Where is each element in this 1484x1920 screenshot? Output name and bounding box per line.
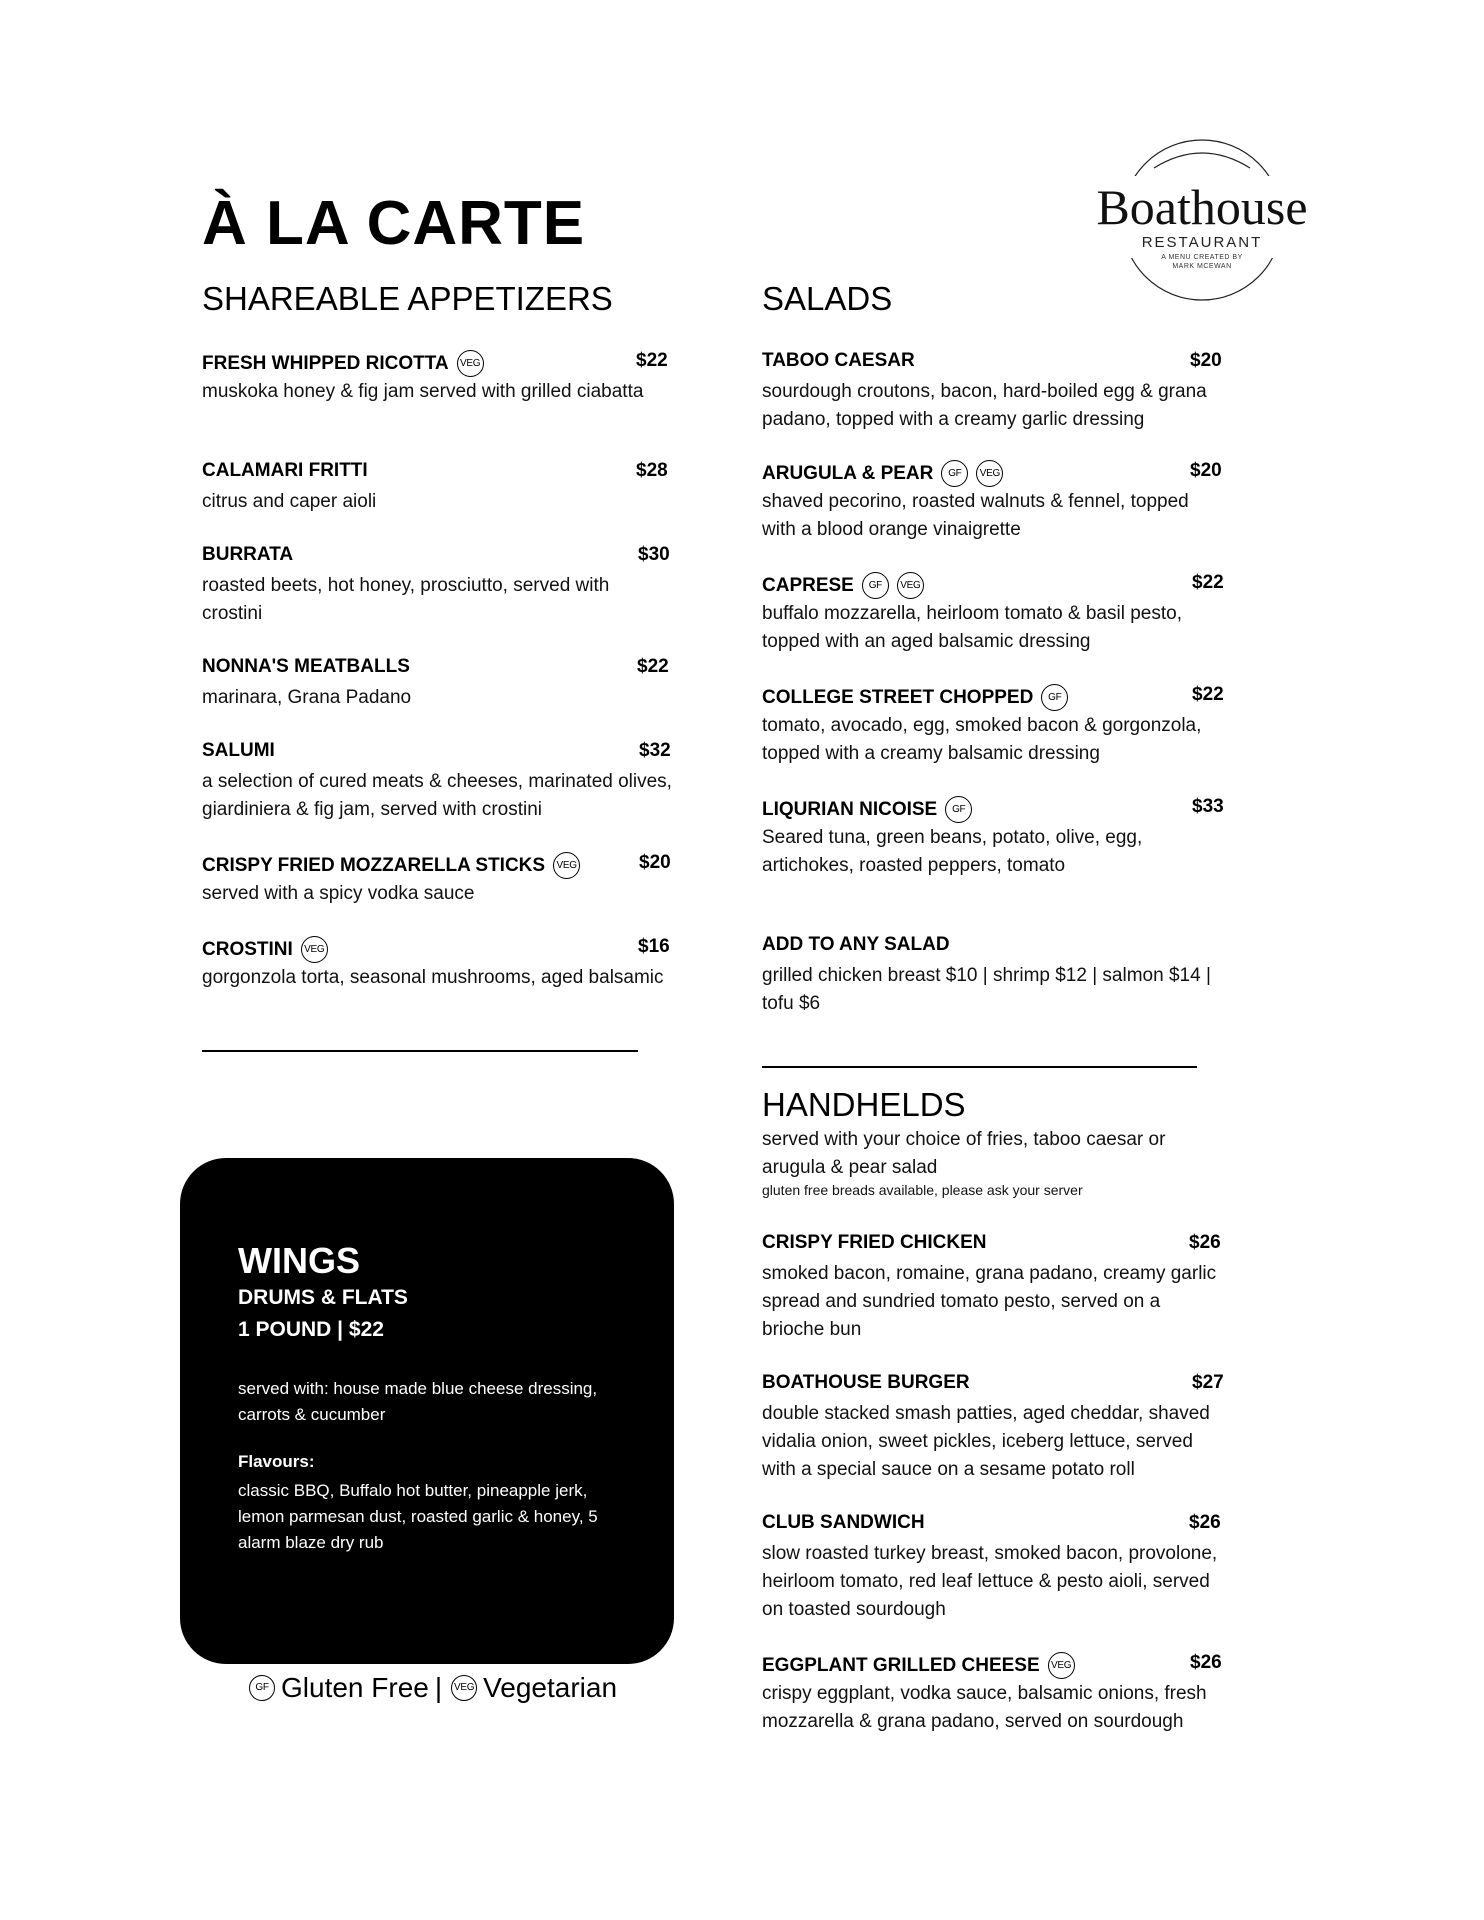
menu-item-name: [762, 1652, 1075, 1679]
veg-icon: VEG: [451, 1675, 477, 1701]
veg-icon: VEG: [976, 460, 1003, 487]
menu-item-description: buffalo mozzarella, heirloom tomato & basil pesto, topped with an aged balsamic dressing: [762, 603, 1182, 652]
salads-heading: SALADS: [762, 280, 893, 317]
gf-icon: GF: [1041, 684, 1068, 711]
menu-item-header: [202, 936, 672, 964]
wings-flavours-label: Flavours:: [238, 1452, 315, 1471]
menu-item-header: [762, 796, 1232, 824]
legend-veg-label: Vegetarian: [483, 1672, 618, 1703]
wings-flavours: classic BBQ, Buffalo hot butter, pineapple jerk, lemon parmesan dust, roasted garlic & honey, 5 alarm blaze dry rub: [238, 1481, 598, 1552]
menu-item-name-text: COLLEGE STREET CHOPPED: [762, 686, 1034, 708]
logo-subtitle: RESTAURANT: [1141, 234, 1263, 251]
menu-item-price: $22: [636, 350, 668, 371]
menu-item: [762, 572, 1232, 656]
wings-served-with: served with: house made blue cheese dressing, carrots & cucumber: [238, 1379, 598, 1424]
dietary-legend: [246, 1672, 617, 1704]
menu-item-price: $26: [1190, 1652, 1222, 1673]
menu-item-name: [762, 1512, 925, 1534]
salad-addon: [762, 934, 1222, 1018]
menu-item: [762, 1372, 1232, 1484]
gf-icon: GF: [945, 796, 972, 823]
menu-item: [762, 1232, 1232, 1344]
addon-desc: grilled chicken breast $10 | shrimp $12 | salmon $14 | tofu $6: [762, 965, 1211, 1014]
menu-item-header: [762, 460, 1232, 488]
menu-item-price: $20: [1190, 350, 1222, 371]
menu-item-header: [202, 656, 672, 684]
menu-item: [762, 1512, 1232, 1624]
menu-item: [202, 460, 672, 516]
page-title: À LA CARTE: [202, 189, 586, 258]
menu-item: [202, 350, 672, 406]
gf-icon: GF: [249, 1675, 275, 1701]
menu-item-name: [202, 544, 293, 566]
menu-item-name-text: CROSTINI: [202, 938, 293, 960]
menu-item-name: [202, 936, 328, 963]
menu-item-price: $22: [637, 656, 669, 677]
menu-item-description: Seared tuna, green beans, potato, olive, egg, artichokes, roasted peppers, tomato: [762, 827, 1143, 876]
menu-item-header: [762, 1232, 1232, 1260]
menu-item-name-text: CLUB SANDWICH: [762, 1512, 925, 1533]
menu-item-name: [762, 572, 924, 599]
menu-item-header: [202, 460, 672, 488]
menu-item-name-text: NONNA'S MEATBALLS: [202, 656, 410, 677]
menu-item-header: [762, 350, 1232, 378]
salads-divider: [762, 1066, 1197, 1068]
boathouse-logo: [1092, 138, 1312, 310]
menu-item-name-text: CRISPY FRIED CHICKEN: [762, 1232, 987, 1253]
menu-item-name: [762, 1372, 970, 1394]
menu-item-name-text: CAPRESE: [762, 574, 854, 596]
menu-item-price: $16: [638, 936, 670, 957]
menu-item-name-text: EGGPLANT GRILLED CHEESE: [762, 1654, 1040, 1676]
menu-item: [202, 936, 672, 992]
menu-item-description: gorgonzola torta, seasonal mushrooms, aged balsamic: [202, 967, 664, 988]
menu-item-name-text: FRESH WHIPPED RICOTTA: [202, 352, 449, 374]
menu-item-name: [202, 852, 580, 879]
gf-icon: GF: [941, 460, 968, 487]
menu-item-price: $20: [1190, 460, 1222, 481]
veg-icon: VEG: [1048, 1652, 1075, 1679]
menu-item-header: [202, 740, 672, 768]
menu-item: [202, 656, 672, 712]
menu-item-name-text: BURRATA: [202, 544, 294, 565]
menu-item-header: [762, 1372, 1232, 1400]
appetizers-heading: SHAREABLE APPETIZERS: [202, 280, 613, 317]
menu-item-price: $20: [639, 852, 671, 873]
menu-item: [762, 796, 1232, 880]
menu-item-description: slow roasted turkey breast, smoked bacon, provolone, heirloom tomato, red leaf lettuce & pesto aioli, served on toasted sourdough: [762, 1543, 1218, 1620]
menu-item-name: [762, 684, 1068, 711]
menu-item-description: tomato, avocado, egg, smoked bacon & gorgonzola, topped with a creamy balsamic dressing: [762, 715, 1202, 764]
menu-item-price: $33: [1192, 796, 1224, 817]
menu-item-price: $27: [1192, 1372, 1224, 1393]
veg-icon: VEG: [301, 936, 328, 963]
menu-item-name-text: ARUGULA & PEAR: [762, 462, 934, 484]
menu-item-header: [202, 852, 672, 880]
logo-credit: A MENU CREATED BY MARK MCEWAN: [1161, 254, 1243, 270]
menu-item-description: crispy eggplant, vodka sauce, balsamic onions, fresh mozzarella & grana padano, served on sourdough: [762, 1683, 1207, 1732]
menu-item: [202, 852, 672, 908]
menu-item-description: roasted beets, hot honey, prosciutto, served with crostini: [202, 575, 610, 624]
menu-item: [762, 350, 1232, 434]
menu-item-name-text: BOATHOUSE BURGER: [762, 1372, 970, 1393]
menu-item: [762, 1652, 1232, 1736]
menu-item-description: smoked bacon, romaine, grana padano, creamy garlic spread and sundried tomato pesto, served on a brioche bun: [762, 1263, 1217, 1340]
menu-item-name-text: TABOO CAESAR: [762, 350, 915, 371]
menu-item-name: [202, 740, 275, 762]
menu-item-name: [762, 350, 915, 372]
veg-icon: VEG: [553, 852, 580, 879]
menu-item-description: a selection of cured meats & cheeses, marinated olives, giardiniera & fig jam, served with crostini: [202, 771, 672, 820]
menu-item-description: served with a spicy vodka sauce: [202, 883, 475, 904]
handhelds-small-note: gluten free breads available, please ask your server: [762, 1182, 1083, 1198]
addon-title: ADD TO ANY SALAD: [762, 934, 950, 955]
menu-item-name: [762, 1232, 987, 1254]
handhelds-heading: HANDHELDS: [762, 1086, 966, 1123]
menu-item-description: sourdough croutons, bacon, hard-boiled egg & grana padano, topped with a creamy garlic dressing: [762, 381, 1207, 430]
menu-item-header: [202, 544, 672, 572]
gf-icon: GF: [862, 572, 889, 599]
menu-item-price: $28: [636, 460, 668, 481]
wings-title: WINGS: [238, 1240, 360, 1281]
menu-item-price: $32: [639, 740, 671, 761]
menu-item-header: [762, 684, 1232, 712]
menu-item-header: [762, 1652, 1232, 1680]
menu-item-price: $22: [1192, 684, 1224, 705]
appetizers-divider: [202, 1050, 638, 1052]
menu-item-description: muskoka honey & fig jam served with grilled ciabatta: [202, 381, 644, 402]
logo-name: Boathouse: [1096, 179, 1308, 235]
menu-item-name-text: CRISPY FRIED MOZZARELLA STICKS: [202, 854, 546, 876]
menu-item-description: shaved pecorino, roasted walnuts & fennel, topped with a blood orange vinaigrette: [762, 491, 1189, 540]
menu-item-name: [762, 460, 1003, 487]
menu-item-name: [762, 796, 972, 823]
veg-icon: VEG: [897, 572, 924, 599]
menu-item-description: marinara, Grana Padano: [202, 687, 412, 708]
menu-item-name: [202, 350, 484, 377]
legend-gf-label: Gluten Free: [281, 1672, 429, 1703]
wings-price: 1 POUND | $22: [238, 1318, 384, 1341]
menu-item-description: citrus and caper aioli: [202, 491, 377, 512]
menu-item-name-text: LIQURIAN NICOISE: [762, 798, 938, 820]
menu-item: [762, 684, 1232, 768]
menu-item: [762, 460, 1232, 544]
menu-item-price: $22: [1192, 572, 1224, 593]
menu-item-name-text: SALUMI: [202, 740, 275, 761]
menu-item-name-text: CALAMARI FRITTI: [202, 460, 368, 481]
menu-item-header: [762, 1512, 1232, 1540]
menu-item-price: $26: [1189, 1232, 1221, 1253]
legend-separator: |: [434, 1672, 443, 1703]
wings-box: [180, 1158, 674, 1664]
handhelds-note-block: [762, 1126, 1192, 1198]
menu-item-description: double stacked smash patties, aged cheddar, shaved vidalia onion, sweet pickles, iceberg lettuce, served with a special sauce on a sesame potato roll: [762, 1403, 1210, 1480]
menu-item: [202, 544, 672, 628]
handhelds-note: served with your choice of fries, taboo caesar or arugula & pear salad: [762, 1129, 1166, 1178]
wings-subtitle: DRUMS & FLATS: [238, 1286, 408, 1309]
menu-item: [202, 740, 672, 824]
menu-item-header: [762, 572, 1232, 600]
menu-item-name: [202, 656, 410, 678]
menu-item-price: $30: [638, 544, 670, 565]
menu-item-price: $26: [1189, 1512, 1221, 1533]
menu-item-name: [202, 460, 368, 482]
menu-item-header: [202, 350, 672, 378]
veg-icon: VEG: [457, 350, 484, 377]
